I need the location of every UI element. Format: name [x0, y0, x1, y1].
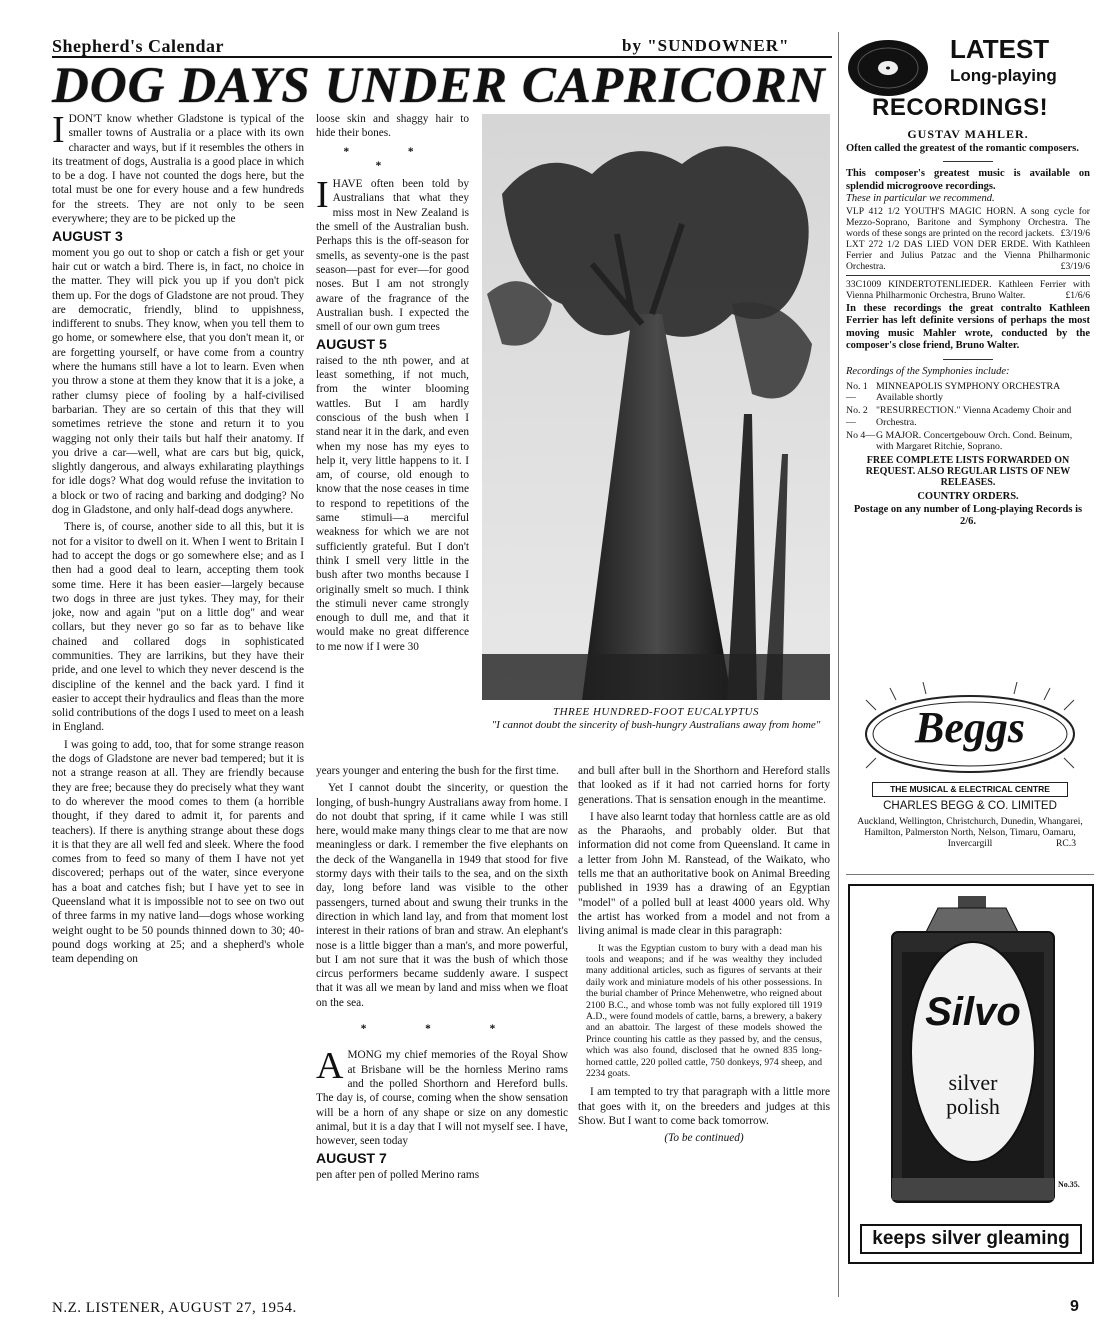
column-divider — [838, 32, 839, 1297]
ferrier-text: In these recordings the great contralto Kathleen Ferrier has left definite versions of perhaps the most moving music Mahler wrote, conducted by the composer's close friend, Bruno Walter. — [846, 302, 1090, 351]
recording-1: VLP 412 1/2 YOUTH'S MAGIC HORN. A song cycle for Mezzo-Soprano, Baritone and Symphony Orchestra. The words of these songs are printed on the record jackets. £3/19/6 — [846, 205, 1090, 239]
to-be-continued: (To be continued) — [664, 1132, 744, 1145]
article-column-3 — [578, 764, 830, 1296]
footer-publication: N.Z. LISTENER, AUGUST 27, 1954. — [52, 1300, 297, 1316]
article-column-2 — [316, 112, 469, 764]
paragraph: moment you go out to shop or catch a fish or get your hair cut or watch a bird. There is, in fact, no choice in the matter. They will pick you up if you don't pick them up. For the dogs of Gladstone are not proud. They are democratic, friendly, blind to uppishness, indifferent to snubs. They know, when you tell them to go home, or somewhere else, that you don't mean it, or are forgetting yourself, or have come from a country where the humans still have a lot to learn. Even when you throw a stone at them they know that it is a joke, a rather clumsy piece of fooling by a half-civilised barbarian. They are so certain of this that they will sometimes retrieve the stone and return it to you wagging not only their tails but half their anatomy. If you drive a car—well, what are cars but big, quick, slightly dangerous, and always exhilarating playthings for idle dogs? What dog would refuse the invitation to a block or two of racing and barking and dodging? No dog in Gladstone, and only half-dead dogs anywhere. — [52, 246, 304, 517]
beggs-logo-text: Beggs — [915, 703, 1025, 752]
record-disc-icon — [846, 36, 930, 100]
paragraph: There is, of course, another side to all this, but it is not for a visitor to dwell on it. When I went to Britain I had to accept the dogs or go somewhere else; and as I then had a good deal to learn, accepting them took some time. Here it has been easier—largely because two dogs in three are just tykes. They may, for their joke, now and again "put on a little dog" and wear collars, but they never go so far as to behave like chained and collared dogs in sophisticated communities. They are larrikins, but they have their pride, and one level to which they never descend is the discipline of the kennel and the back yard. I find it easier to accept their hydraulics and fleas than the more solid contributions of the dogs I used to meet on a leash in England. — [52, 521, 304, 734]
composer-name: GUSTAV MAHLER. — [907, 127, 1029, 141]
silvo-slogan: keeps silver gleaming — [860, 1224, 1082, 1254]
drop-cap: I — [52, 112, 65, 151]
silvo-silver: silver — [948, 1070, 998, 1095]
paragraph: and bull after bull in the Shorthorn and Hereford stalls that looked as if it had not carried horns for forty generations. That is sensation enough in the meantime. — [578, 765, 830, 806]
availability-text: This composer's greatest music is available on splendid microgroove recordings. — [846, 168, 1090, 192]
price: £3/19/6 — [1060, 260, 1090, 272]
headline: DOG DAYS UNDER CAPRICORN — [52, 58, 826, 114]
eucalyptus-tree-image — [482, 114, 830, 700]
silvo-number: No.35. — [1058, 1180, 1080, 1189]
dateline-august-5: AUGUST 5 — [316, 336, 387, 353]
block-quote: It was the Egyptian custom to bury with a dead man his tools and weapons; and if he was wealthy they included many additional articles, such as figures of servants at their daily work and miniature models of his other possessions. In the burial chamber of Prince Mehenwetre, who reigned about 2100 B.C., and whose tomb was not fully explored till 1919 A.D., were found models of cattle, barns, a brewery, a bakery and an abattoir. The largest of these models showed the Prince counting his cattle as they passed by, and the census, which was also found, disclosed that he owned 835 long-horned cattle, 220 polled cattle, 750 donkeys, 974 sheep, and 2234 goats. — [586, 942, 822, 1080]
symphony-2: No. 2— "RESURRECTION." Vienna Academy Choir and Orchestra. — [846, 405, 1072, 428]
page-number: 9 — [1070, 1298, 1079, 1315]
ad-body — [846, 128, 1090, 529]
paragraph: MONG my chief memories of the Royal Show at Brisbane will be the hornless Merino rams and the polled Shorthorn and Hereford bulls. The day is, of course, coming when the show sensation will be a horn of any shape or size on any domestic animal, but it is a day that I will not myself see. I have, however, seen today — [316, 1049, 568, 1148]
beggs-branches: Auckland, Wellington, Christchurch, Dunedin, Whangarei, Hamilton, Palmerston North, Nelson, Timaru, Oamaru, Invercargill — [857, 816, 1083, 849]
section-break: * * * — [343, 145, 442, 172]
paragraph: loose skin and shaggy hair to hide their bones. — [316, 113, 469, 140]
divider — [943, 161, 993, 162]
silvo-brand: Silvo — [925, 990, 1021, 1034]
divider — [943, 359, 993, 360]
section-title: Shepherd's Calendar — [52, 36, 225, 56]
paragraph: I have also learnt today that hornless cattle are as old as the Pharaohs, and probably older. But that information did not come from Queensland. It came in a letter from John M. Ranstead, of the Waikato, who tells me that an authoritative book on Animal Breeding published in 1939 has a drawing of an Egyptian "model" of a polled bull at least 4000 years old. Why the artist has worked from a model and not from a living animal is made clear in this paragraph: — [578, 810, 830, 938]
ad-headline-long-playing: Long-playing — [950, 66, 1057, 85]
paragraph: years younger and entering the bush for the first time. — [316, 765, 559, 777]
symphony-4: No 4— G MAJOR. Concertgebouw Orch. Cond. Beinum, with Margaret Ritchie, Soprano. — [846, 429, 1073, 453]
section-break: * * * — [360, 1023, 524, 1036]
ad-headline-latest: LATEST — [950, 34, 1050, 64]
dateline-august-3: AUGUST 3 — [52, 228, 123, 245]
recommend-text: These in particular we recommend. — [846, 193, 995, 204]
byline: by "SUNDOWNER" — [622, 36, 790, 55]
postage-text: Postage on any number of Long-playing Records is 2/6. — [853, 503, 1083, 528]
beggs-tagline: THE MUSICAL & ELECTRICAL CENTRE — [872, 782, 1068, 797]
symphonies-intro: Recordings of the Symphonies include: — [846, 365, 1010, 377]
paragraph: pen after pen of polled Merino rams — [316, 1168, 480, 1181]
beggs-ad — [846, 682, 1094, 862]
recording-3: 33C1009 KINDERTOTENLIEDER. Kathleen Ferrier with Vienna Philharmonic Orchestra, Bruno Walter. £1/6/6 — [846, 278, 1090, 301]
paragraph: I am tempted to try that paragraph with a little more that goes with it, on the breeders and judges at this Show. But I want to come back tomorrow. — [578, 1086, 830, 1128]
drop-cap: A — [316, 1045, 344, 1088]
ad-divider — [846, 874, 1094, 875]
price: £1/6/6 — [1065, 289, 1090, 301]
beggs-company: CHARLES BEGG & CO. LIMITED — [883, 800, 1057, 812]
silvo-polish: polish — [946, 1094, 1000, 1119]
photo-caption — [482, 706, 830, 732]
article-column-1 — [52, 112, 304, 1296]
dateline-august-7: AUGUST 7 — [316, 1150, 387, 1167]
paragraph: I was going to add, too, that for some strange reason the dogs of Gladstone are never bad tempered; but it is not a strange reason at all. They are friendly because they are free; because they do precisely what they want to do wherever the mood comes to them (a horrible thought, if they dared to admit it, for parents and teachers). If there is anything strange about these dogs it is that they are all well fed and sleek. Where the food comes from to feed so many of them I have not yet discovered; perhaps out of the water, since everyone has a boat and catches fish; but I have yet to see in Queensland what it is impossible not to see on two out of three farms in my native land—dogs whose working weight ought to be 50 pounds thinned down to 30; 40-pound dogs working at 25; and a shepherd's whole team depending on — [52, 738, 304, 966]
silvo-tin-image — [868, 892, 1078, 1210]
composer-intro: Often called the greatest of the romantic composers. — [846, 142, 1079, 154]
caption-quote: "I cannot doubt the sincerity of bush-hungry Australians away from home" — [491, 719, 821, 731]
paragraph: HAVE often been told by Australians that what they miss most in New Zealand is the smell of the Australian bush. Perhaps this is the off-season for smells, as seventy-one is the past season—past for ever—for good noses. But I am not strongly aware of the fragrance of the Australian bush. I expected the smell of our own gum trees — [316, 178, 469, 334]
silvo-ad — [848, 884, 1094, 1264]
ad-headline-recordings: RECORDINGS! — [872, 94, 1049, 121]
free-lists: FREE COMPLETE LISTS FORWARDED ON REQUEST. ALSO REGULAR LISTS OF NEW RELEASES. — [865, 455, 1071, 489]
drop-cap: I — [316, 174, 329, 217]
record-ad — [846, 32, 1094, 672]
beggs-code: RC.3 — [1056, 838, 1076, 849]
country-orders: COUNTRY ORDERS. — [917, 491, 1019, 503]
divider — [846, 275, 1090, 276]
article-column-2-lower — [316, 764, 568, 1296]
symphony-1: No. 1— MINNEAPOLIS SYMPHONY ORCHESTRA Available shortly — [846, 381, 1060, 404]
caption-title: THREE HUNDRED-FOOT EUCALYPTUS — [553, 706, 759, 718]
price: £3/19/6 — [1060, 227, 1090, 239]
eucalyptus-photo — [482, 114, 830, 700]
recording-2: LXT 272 1/2 DAS LIED VON DER ERDE. With Kathleen Ferrier and Julius Patzac and the Vienna Philharmonic Orchestra. £3/19/6 — [846, 238, 1090, 272]
paragraph: Yet I cannot doubt the sincerity, or question the longing, of bush-hungry Australians away from home. I do not doubt that spring, if it came while I was still here, would make many things clear to me that are now meaningless or dark. I remember the five elephants on the deck of the Wanganella in 1949 that stood for five stormy days with their tails to the sea, and on the sixth day, long before land was visible to the other passengers, turned about and swung their trunks in the direction in which land lay, and from that moment lost interest in their rations of bran and straw. An elephant's nose is a little bigger than a man's, and more powerful, but I am not sure that it was the bush of which those circus performers became suddenly aware. I suspect that it was all we mean by land and miss when we float on the sea. — [316, 782, 568, 1009]
paragraph: raised to the nth power, and at least something, if not much, from the winter blooming wattles. But I am hardly conscious of the bush when I stand near it in the dark, and even when my nose has my eyes to help it, very little happens to it. I am, of course, old enough to know that the nose ceases in time to respond to repetitions of the same stimuli—a merciful weakness for which we are not sufficiently grateful. But I don't think I smell very little in the bush after two months because I originally smelt so much. I think the stimuli never came strongly enough to dull me, and that it would make no great difference to me now if I were 30 — [316, 354, 469, 653]
paragraph: DON'T know whether Gladstone is typical of the smaller towns of Australia or a place with its own character and ways, but if it resembles the others in its treatment of dogs, Australia is a good place in which to be a dog. I have not counted the dogs here, but the total must be one for every house and a few hundreds for the streets. They are not only to be seen everywhere; they are to be picked up the — [52, 113, 304, 226]
